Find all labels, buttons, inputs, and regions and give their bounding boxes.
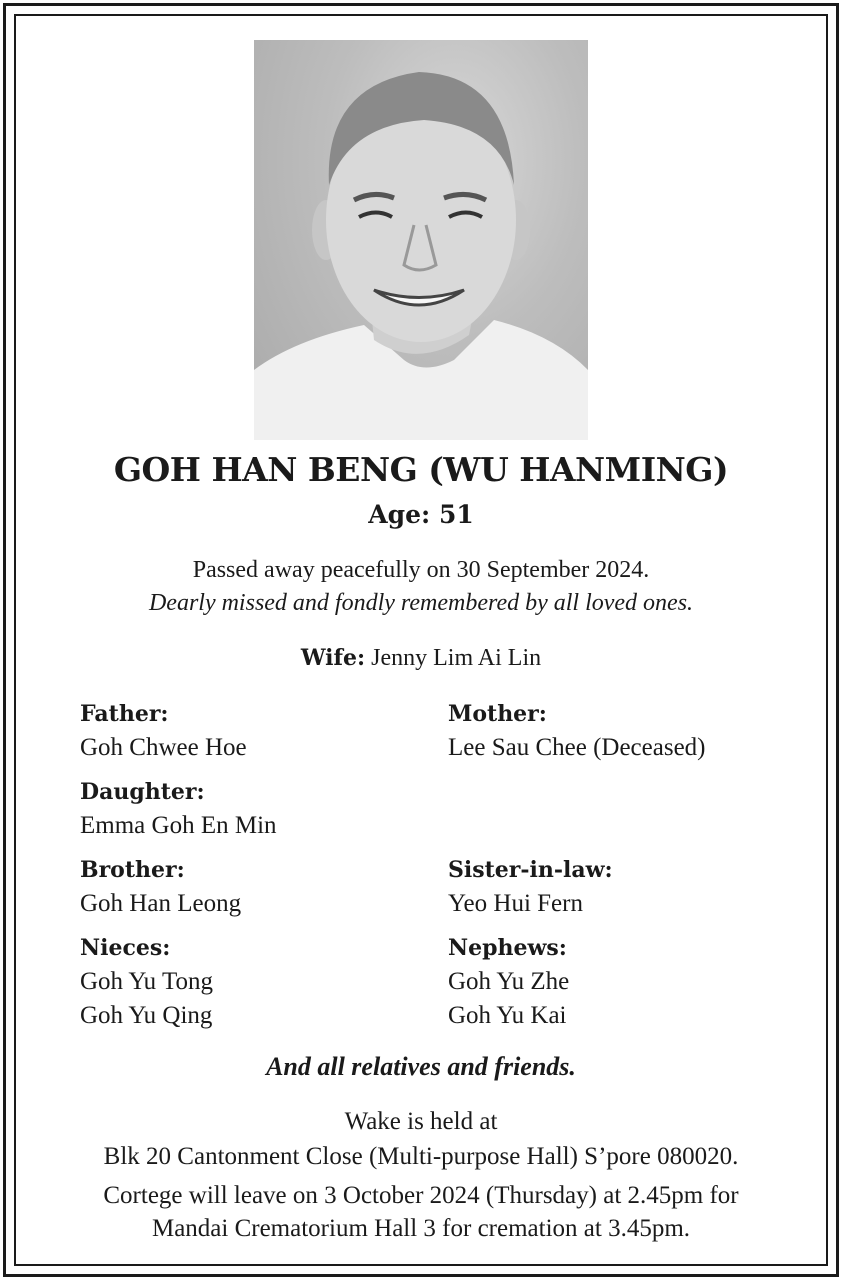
brother-name: Goh Han Leong <box>80 890 242 917</box>
mother-name: Lee Sau Chee (Deceased) <box>448 734 706 761</box>
daughter-block <box>80 775 277 843</box>
nephews-label: Nephews: <box>448 935 567 961</box>
father-label: Father: <box>80 701 169 727</box>
daughter-name: Emma Goh En Min <box>80 812 277 839</box>
brother-block <box>80 853 241 921</box>
nieces-label: Nieces: <box>80 935 171 961</box>
wake-address: Blk 20 Cantonment Close (Multi-purpose Hall) S’pore 080020. <box>103 1143 739 1170</box>
cortege-line: Cortege will leave on 3 October 2024 (Thursday) at 2.45pm for <box>103 1182 739 1209</box>
nephews-block <box>448 931 569 1033</box>
passing-statement: Passed away peacefully on 30 September 2024. <box>192 557 650 583</box>
sister-in-law-name: Yeo Hui Fern <box>448 890 583 917</box>
wife-name: Jenny Lim Ai Lin <box>371 645 542 671</box>
portrait-photo <box>254 40 588 440</box>
daughter-label: Daughter: <box>80 779 205 805</box>
niece-name: Goh Yu Qing <box>80 1002 213 1029</box>
wake-heading: Wake is held at <box>344 1108 498 1135</box>
mother-block <box>448 697 706 765</box>
sister-in-law-label: Sister-in-law: <box>448 857 613 883</box>
cremation-line: Mandai Crematorium Hall 3 for cremation at 3.45pm. <box>151 1215 691 1242</box>
deceased-name: GOH HAN BENG (WU HANMING) <box>113 450 729 489</box>
sister-in-law-block <box>448 853 613 921</box>
niece-name: Goh Yu Tong <box>80 968 213 995</box>
nieces-block <box>80 931 213 1033</box>
remembrance-statement: Dearly missed and fondly remembered by all loved ones. <box>148 590 694 616</box>
brother-label: Brother: <box>80 857 185 883</box>
deceased-age: Age: 51 <box>368 500 474 529</box>
father-block <box>80 697 247 765</box>
nephew-name: Goh Yu Zhe <box>448 968 570 995</box>
relatives-line: And all relatives and friends. <box>266 1052 576 1081</box>
wife-line <box>0 645 842 672</box>
father-name: Goh Chwee Hoe <box>80 734 247 761</box>
mother-label: Mother: <box>448 701 547 727</box>
wife-label: Wife: <box>300 645 366 671</box>
nephew-name: Goh Yu Kai <box>448 1002 567 1029</box>
